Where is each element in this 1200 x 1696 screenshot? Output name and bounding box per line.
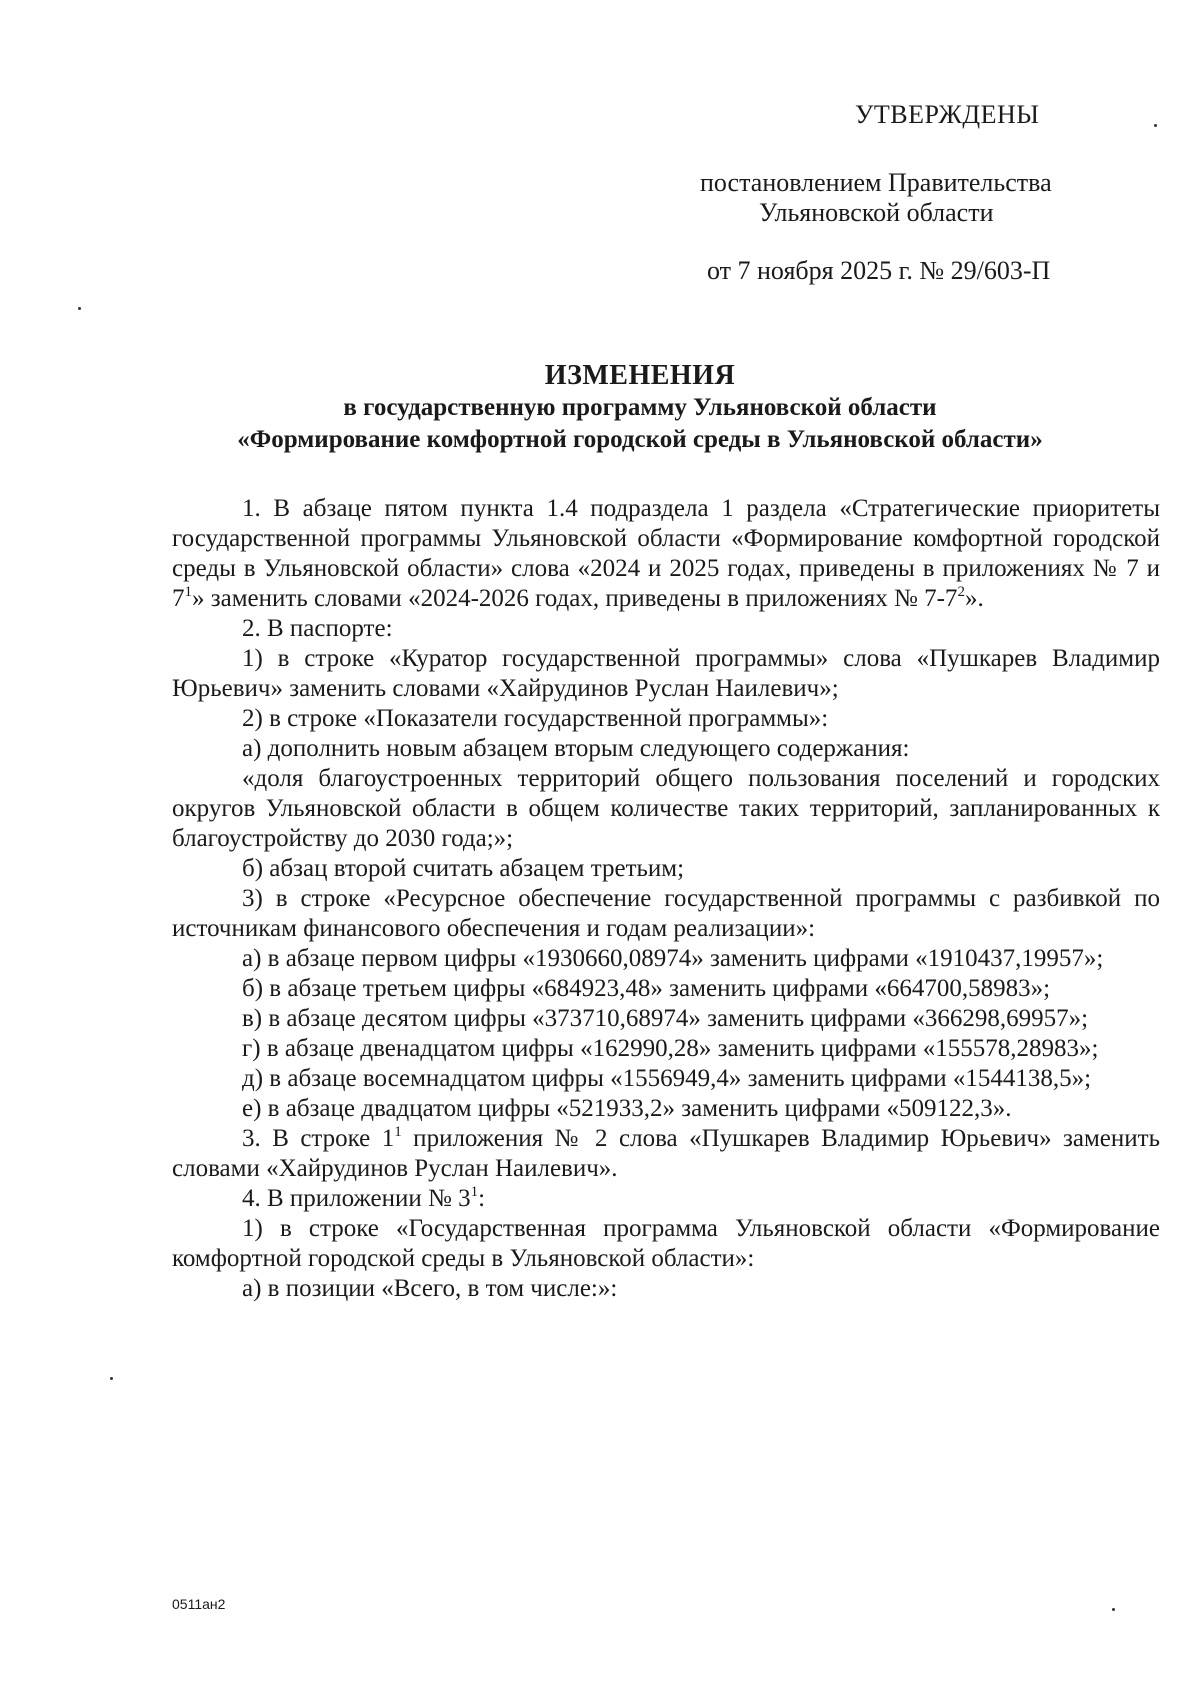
decree-reference bbox=[700, 168, 1170, 228]
paragraph-10: б) в абзаце третьем цифры «684923,48» заменить цифрами «664700,58983»; bbox=[242, 975, 1051, 1002]
paragraph-2: 2. В паспорте: bbox=[242, 615, 393, 642]
paragraph-9: а) в абзаце первом цифры «1930660,08974» заменить цифрами «1910437,19957»; bbox=[242, 945, 1104, 972]
paragraph-5: а) дополнить новым абзацем вторым следующего содержания: bbox=[242, 735, 910, 762]
decree-date: от 7 ноября 2025 г. № 29/603-П bbox=[707, 256, 1051, 285]
paragraph-7: б) абзац второй считать абзацем третьим; bbox=[242, 855, 685, 882]
scan-speck bbox=[78, 307, 81, 310]
document-code: 0511ан2 bbox=[172, 1596, 226, 1612]
paragraph-3: 1) в строке «Куратор государственной программы» слова «Пушкарев Владимир Юрьевич» заменить словами «Хайрудинов Руслан Наилевич»; bbox=[172, 645, 1160, 702]
paragraph-1: 1. В абзаце пятом пункта 1.4 подраздела 1 раздела «Стратегические приоритеты государственной программы Ульяновской области «Формирование комфортной городской среды в Ульяновской области» слова «2024 и 2025 годах, приведены в приложениях № 7 и $7^1$» заменить словами «2024-2026 годах, приведены в приложениях № $7-7^2$». bbox=[172, 495, 1160, 612]
paragraph-16: 4. В приложении № $3^1$: bbox=[242, 1184, 486, 1212]
document-body bbox=[172, 494, 1160, 1304]
paragraph-11: в) в абзаце десятом цифры «373710,68974» заменить цифрами «366298,69957»; bbox=[242, 1005, 1089, 1032]
scan-speck bbox=[1154, 124, 1157, 127]
title-line-2: в государственную программу Ульяновской области bbox=[343, 394, 937, 421]
scan-speck bbox=[110, 1377, 113, 1380]
paragraph-4: 2) в строке «Показатели государственной программы»: bbox=[242, 705, 829, 732]
decree-line-2: Ульяновской области bbox=[759, 198, 994, 227]
title-line-3: «Формирование комфортной городской среды в Ульяновской области» bbox=[237, 426, 1043, 453]
paragraph-18: а) в позиции «Всего, в том числе:»: bbox=[242, 1275, 618, 1302]
paragraph-14: е) в абзаце двадцатом цифры «521933,2» заменить цифрами «509122,3». bbox=[242, 1095, 1012, 1122]
document-title bbox=[120, 360, 1160, 456]
paragraph-12: г) в абзаце двенадцатом цифры «162990,28» заменить цифрами «155578,28983»; bbox=[242, 1035, 1099, 1062]
scan-speck bbox=[1112, 1608, 1115, 1611]
decree-line-1: постановлением Правительства bbox=[700, 168, 1052, 197]
paragraph-6: «доля благоустроенных территорий общего пользования поселений и городских округов Ульяновской области в общем количестве таких территорий, запланированных к благоустройству до 2030 года;»; bbox=[172, 765, 1160, 852]
paragraph-17: 1) в строке «Государственная программа Ульяновской области «Формирование комфортной городской среды в Ульяновской области»: bbox=[172, 1215, 1160, 1272]
paragraph-8: 3) в строке «Ресурсное обеспечение государственной программы с разбивкой по источникам финансового обеспечения и годам реализации»: bbox=[172, 885, 1160, 942]
approved-stamp-text: УТВЕРЖДЕНЫ bbox=[855, 100, 1040, 129]
paragraph-15: 3. В строке $1^1$ приложения № 2 слова «Пушкарев Владимир Юрьевич» заменить словами «Хайрудинов Руслан Наилевич». bbox=[172, 1124, 1160, 1182]
title-line-1: ИЗМЕНЕНИЯ bbox=[544, 360, 736, 391]
paragraph-13: д) в абзаце восемнадцатом цифры «1556949,4» заменить цифрами «1544138,5»; bbox=[242, 1065, 1092, 1092]
